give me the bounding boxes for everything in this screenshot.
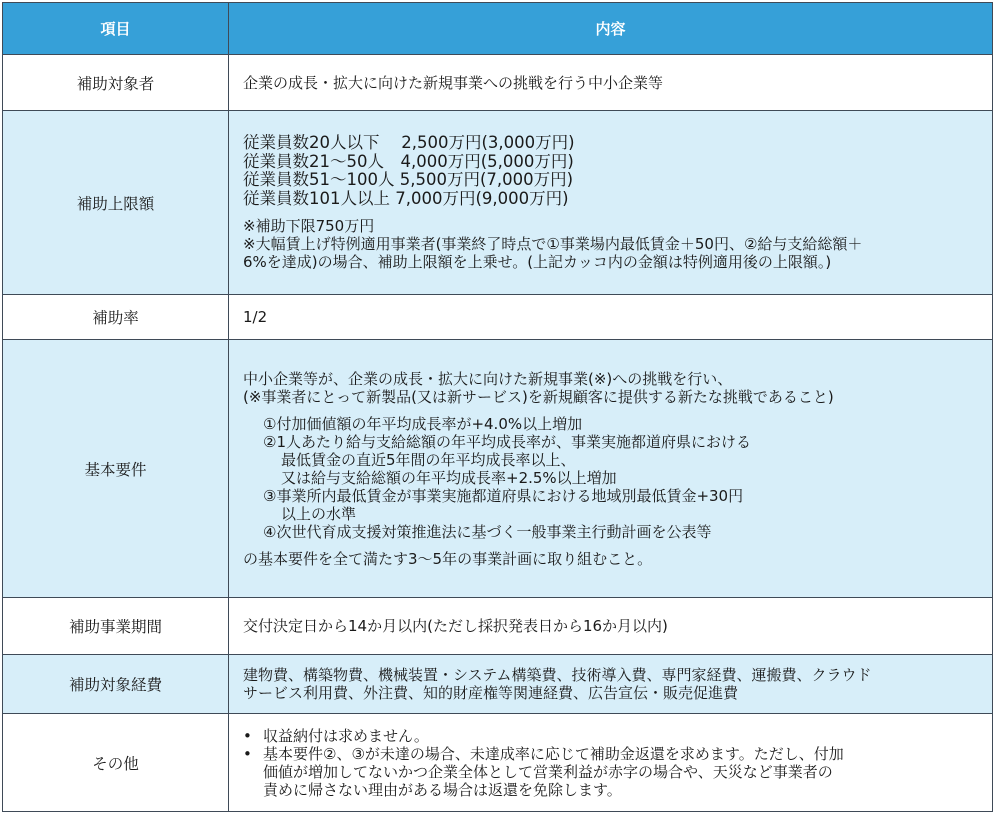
label-target: 補助対象者: [3, 55, 229, 111]
limit-tier: 従業員数101人以上 7,000万円(9,000万円): [243, 188, 569, 208]
label-rate: 補助率: [3, 295, 229, 340]
content-target: 企業の成長・拡大に向けた新規事業への挑戦を行う中小企業等: [229, 55, 993, 111]
label-period: 補助事業期間: [3, 598, 229, 655]
other-bullet-item: [243, 727, 980, 745]
req-intro: (※事業者にとって新製品(又は新サービス)を新規顧客に提供する新たな挑戦であること): [243, 387, 834, 406]
expenses-line: 建物費、構築物費、機械装置・システム構築費、技術導入費、専門家経費、運搬費、クラウド: [243, 666, 872, 684]
limit-tier: 従業員数20人以下 2,500万円(3,000万円): [243, 133, 575, 152]
content-requirements: [229, 340, 993, 598]
other-bullet-text: 収益納付は求めません。: [263, 726, 429, 745]
req-item: 以上の水準: [281, 504, 357, 523]
req-item: 又は給与支給総額の年平均成長率+2.5%以上増加: [281, 468, 617, 487]
label-other: その他: [3, 714, 229, 812]
header-content: 内容: [229, 3, 993, 55]
content-other: [229, 714, 993, 812]
bullet-mark: •: [243, 744, 252, 763]
content-expenses: [229, 655, 993, 714]
req-intro: 中小企業等が、企業の成長・拡大に向けた新規事業(※)への挑戦を行い、: [243, 369, 733, 388]
row-target: [3, 55, 993, 111]
label-requirements: 基本要件: [3, 340, 229, 598]
row-limit: [3, 111, 993, 295]
content-period: 交付決定日から14か月以内(ただし採択発表日から16か月以内): [229, 598, 993, 655]
subsidy-table: [2, 2, 993, 812]
label-limit: 補助上限額: [3, 111, 229, 295]
other-bullet-text: 責めに帰さない理由がある場合は返還を免除します。: [263, 780, 622, 799]
content-limit: [229, 111, 993, 295]
content-rate: 1/2: [229, 295, 993, 340]
limit-note: ※大幅賃上げ特例適用事業者(事業終了時点で①事業場内最低賃金＋50円、②給与支給総額＋: [243, 235, 863, 253]
req-item: 最低賃金の直近5年間の年平均成長率以上、: [281, 450, 576, 469]
row-period: [3, 598, 993, 655]
limit-tier: 従業員数21～50人 4,000万円(5,000万円): [243, 151, 574, 171]
limit-tier: 従業員数51～100人 5,500万円(7,000万円): [243, 170, 574, 189]
row-rate: [3, 295, 993, 340]
expenses-line: サービス利用費、外注費、知的財産権等関連経費、広告宣伝・販売促進費: [243, 684, 739, 702]
limit-note: 6%を達成)の場合、補助上限額を上乗せ。(上記カッコ内の金額は特例適用後の上限額。): [243, 253, 832, 271]
req-item: ①付加価値額の年平均成長率が+4.0%以上増加: [263, 414, 583, 433]
req-item: ④次世代育成支援対策推進法に基づく一般事業主行動計画を公表等: [263, 522, 712, 541]
label-expenses: 補助対象経費: [3, 655, 229, 714]
req-item: ②1人あたり給与支給総額の年平均成長率が、事業実施都道府県における: [263, 432, 751, 451]
limit-note: ※補助下限750万円: [243, 217, 375, 235]
header-item: 項目: [3, 3, 229, 55]
req-outro: の基本要件を全て満たす3～5年の事業計画に取り組むこと。: [243, 549, 653, 568]
other-bullet-item: [243, 745, 980, 763]
other-bullet-text: 価値が増加してないかつ企業全体として営業利益が赤字の場合や、天災など事業者の: [263, 762, 833, 781]
other-bullet-cont: [243, 763, 980, 781]
header-row: [3, 3, 993, 55]
other-bullet-text: 基本要件②、③が未達の場合、未達成率に応じて補助金返還を求めます。ただし、付加: [263, 744, 844, 763]
bullet-mark: •: [243, 726, 252, 745]
req-item: ③事業所内最低賃金が事業実施都道府県における地域別最低賃金+30円: [263, 486, 744, 505]
row-requirements: [3, 340, 993, 598]
other-bullet-cont: [243, 781, 980, 799]
row-expenses: [3, 655, 993, 714]
row-other: [3, 714, 993, 812]
